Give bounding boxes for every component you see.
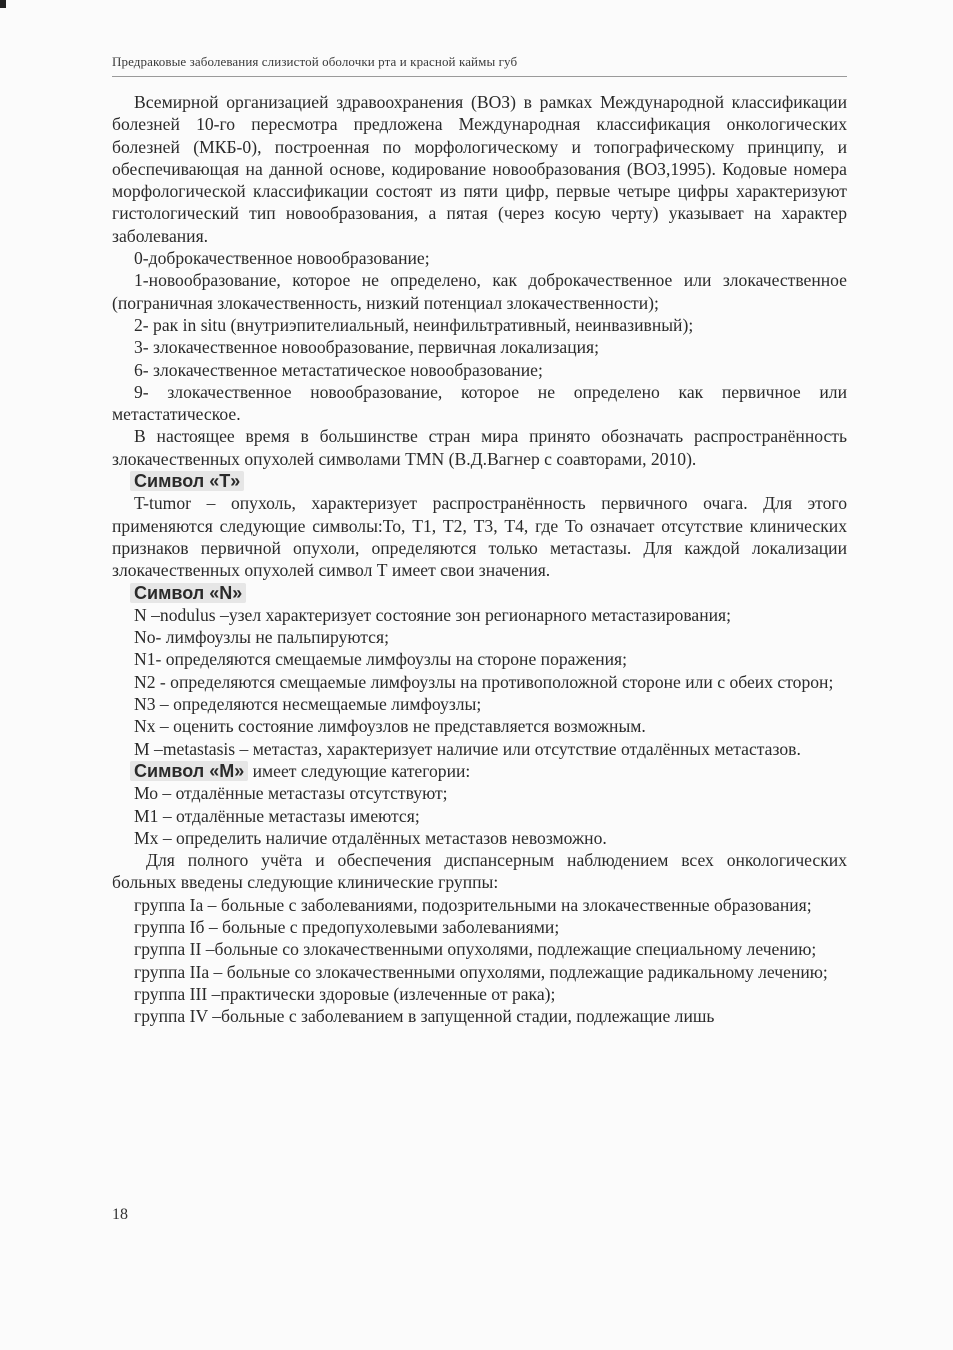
n-item-2: N2 - определяются смещаемые лимфоузлы на противоположной стороне или с обеих сторон; xyxy=(134,671,834,692)
heading-symbol-m-text: Символ «М» xyxy=(130,761,248,781)
code-item-0: 0-доброкачественное новообразование; xyxy=(134,248,430,269)
code-item-3: 3- злокачественное новообразование, первичная локализация; xyxy=(134,337,600,358)
paragraph-t-tumor: T-tumor – опухоль, характеризует распространённость первичного очага. Для этого применяются следующие символы:То, Т1, Т2, Т3, Т4, где То означает отсутствие клинических признаков первичной опухоли, определяются только метастазы. Для каждой локализации злокачественных опухолей символ Т имеет свои значения. xyxy=(112,493,847,581)
heading-symbol-m-continuation: имеет следующие категории: xyxy=(248,760,471,781)
running-header: Предраковые заболевания слизистой оболочки рта и красной каймы губ xyxy=(112,54,518,69)
m-item-x: Мх – определить наличие отдалённых метастазов невозможно. xyxy=(134,827,607,848)
group-item-iia: группа IIa – больные со злокачественными опухолями, подлежащие радикальному лечению; xyxy=(134,961,828,982)
paragraph-n-nodulus: N –nodulus –узел характеризует состояние зон регионарного метастазирования; xyxy=(134,604,732,625)
paragraph-tmn-intro: В настоящее время в большинстве стран мира принято обозначать распространённость злокачественных опухолей символами TMN (В.Д.Вагнер с соавторами, 2010). xyxy=(112,426,847,469)
n-item-3: N3 – определяются несмещаемые лимфоузлы; xyxy=(134,694,482,715)
heading-symbol-t-text: Символ «Т» xyxy=(130,471,244,491)
m-item-1: М1 – отдалённые метастазы имеются; xyxy=(134,805,420,826)
code-item-1: 1-новообразование, которое не определено, как доброкачественное или злокачественное (пограничная злокачественность, низкий потенциал злокачественности); xyxy=(112,270,847,313)
header-rule xyxy=(112,76,847,77)
group-item-iii: группа III –практически здоровые (излеченные от рака); xyxy=(134,983,556,1004)
code-item-2: 2- рак in situ (внутриэпителиальный, неинфильтративный, неинвазивный); xyxy=(134,314,694,335)
paragraph-m-metastasis: М –metastasis – метастаз, характеризует наличие или отсутствие отдалённых метастазов. xyxy=(134,738,801,759)
page-number: 18 xyxy=(112,1206,128,1223)
group-item-ib: группа Iб – больные с предопухолевыми заболеваниями; xyxy=(134,916,560,937)
scan-corner-mark xyxy=(0,0,6,8)
n-item-0: No- лимфоузлы не пальпируются; xyxy=(134,627,389,648)
group-item-iv: группа IV –больные с заболеванием в запущенной стадии, подлежащие лишь xyxy=(134,1006,715,1027)
n-item-x: Nx – оценить состояние лимфоузлов не представляется возможным. xyxy=(134,716,646,737)
code-item-9: 9- злокачественное новообразование, которое не определено как первичное или метастатическое. xyxy=(112,381,847,425)
group-item-ia: группа Ia – больные с заболеваниями, подозрительными на злокачественные образования; xyxy=(134,894,812,915)
heading-symbol-n xyxy=(112,582,847,604)
m-item-0: Мо – отдалённые метастазы отсутствуют; xyxy=(134,783,448,804)
paragraph-clinical-groups-intro: Для полного учёта и обеспечения диспансерным наблюдением всех онкологических больных введены следующие клинические группы: xyxy=(112,850,847,893)
heading-symbol-t xyxy=(112,470,847,492)
heading-symbol-m xyxy=(112,760,847,782)
heading-symbol-n-text: Символ «N» xyxy=(130,583,246,603)
paragraph-who-classification: Всемирной организацией здравоохранения (ВОЗ) в рамках Международной классификации болезней 10-го пересмотра предложена Международная классификация онкологических болезней (МКБ-0), построенная по морфологическому и топографическому принципу, и обеспечивающая на данной основе, кодирование новообразования (ВОЗ,1995). Кодовые номера морфологической классификации состоят из пяти цифр, первые четыре цифры характеризуют гистологический тип новообразования, а пятая (через косую черту) указывает на характер заболевания. xyxy=(112,92,847,246)
group-item-ii: группа II –больные со злокачественными опухолями, подлежащие специальному лечению; xyxy=(134,939,817,960)
n-item-1: N1- определяются смещаемые лимфоузлы на стороне поражения; xyxy=(134,649,628,670)
code-item-6: 6- злокачественное метастатическое новообразование; xyxy=(134,359,543,380)
page-body xyxy=(112,91,847,1027)
